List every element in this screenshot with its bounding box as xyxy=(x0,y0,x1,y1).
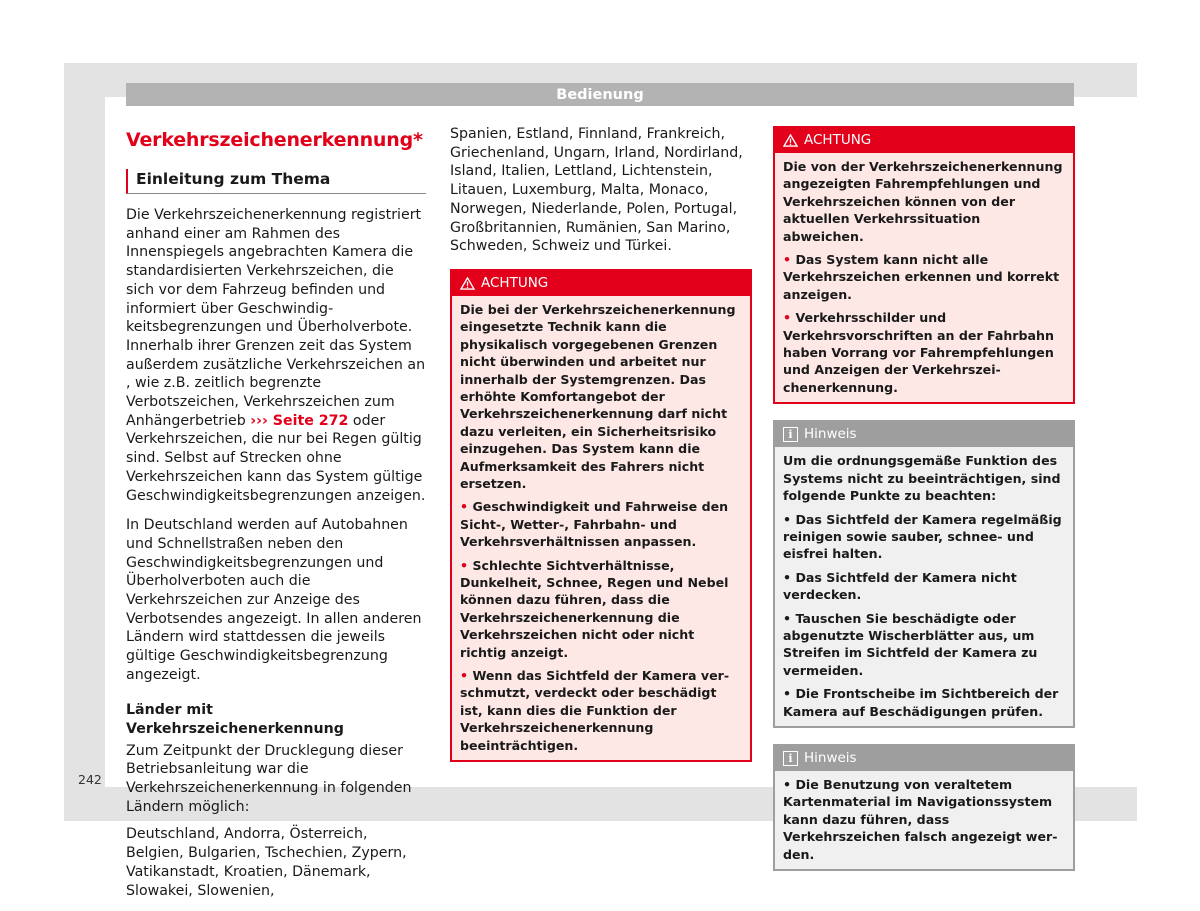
warning-bullet xyxy=(783,309,1063,396)
warning-body xyxy=(452,296,750,760)
warning-bullet xyxy=(460,667,740,754)
warning-bullet-text: Schlechte Sichtverhältnisse, Dunkelheit, Schnee, Regen und Nebel können dazu führen, dass die Verkehrszeichenerkennung die Verkehrszeichen nicht oder nicht richtig anzeigt. xyxy=(460,557,729,660)
countries-list-part2: Spanien, Estland, Finnland, Frankreich, Griechenland, Ungarn, Irland, Nordirland, Island, Italien, Lettland, Lichtenstein, Litauen, Luxemburg, Malta, Monaco, Norwegen, Niederlande, Polen, Portugal, Großbritannien, Rumänien, San Marino, Schweden, Schweiz und Türkei. xyxy=(450,126,743,255)
bullet-dot-icon: • xyxy=(460,668,469,684)
warning-box-header xyxy=(452,271,750,296)
availability-paragraph: Zum Zeitpunkt der Drucklegung dieser Betriebsanleitung war die Verkehrszeichenerkennung in folgenden Ländern möglich: xyxy=(126,742,412,815)
bullet-dot-icon: • xyxy=(783,310,792,326)
note-body xyxy=(775,447,1073,726)
warning-label: ACHTUNG xyxy=(481,274,549,291)
warning-label: ACHTUNG xyxy=(804,132,872,148)
note-body xyxy=(775,771,1073,869)
column-middle xyxy=(450,125,752,762)
section-title: Bedienung xyxy=(556,87,644,103)
warning-box xyxy=(773,126,1075,404)
note-label: Hinweis xyxy=(804,426,857,443)
note-bullet-text: Tauschen Sie beschädigte oder abgenutzte Wischerblätter aus, um Streifen im Sichtfeld der Kamera zu vermeiden. xyxy=(783,610,1038,678)
warning-triangle-icon xyxy=(783,134,798,147)
germany-paragraph: In Deutschland werden auf Autobahnen und Schnellstraßen neben den Geschwindigkeitsbegrenzungen und Überholverboten auch die Verkehrszeichen zur Anzeige des Verbotsendes angezeigt. In allen anderen Ländern wird stattdessen die jeweils gültige Geschwindigkeitsbegrenzung angezeigt. xyxy=(126,517,422,683)
warning-bullet xyxy=(460,498,740,550)
bullet-dot-icon: • xyxy=(783,252,792,268)
countries-list-part1: Deutschland, Andorra, Österreich, Belgien, Bulgarien, Tschechien, Zypern, Vatikanstadt, Kroatien, Dänemark, Slowakei, Slowenien, xyxy=(126,826,407,899)
warning-bullet-text: Geschwindigkeit und Fahrweise den Sicht-, Wetter-, Fahrbahn- und Verkehrsverhältnissen anpassen. xyxy=(460,499,729,550)
page-title: Verkehrszeichenerkennung* xyxy=(126,129,423,151)
page-number: 242 xyxy=(78,772,102,787)
warning-box-header xyxy=(775,128,1073,153)
section-header-bar xyxy=(126,83,1074,106)
bullet-dot-icon: • xyxy=(783,610,792,626)
note-bullet xyxy=(783,569,1063,604)
warning-body xyxy=(775,153,1073,402)
warning-intro: Die von der Verkehrszeichenerkennung angezeigten Fahrempfehlungen und Verkehrszeichen können von der aktuellen Verkehrssituation abweichen. xyxy=(783,159,1063,244)
note-intro: Um die ordnungsgemäße Funktion des Systems nicht zu beeinträchtigen, sind folgende Punkte zu beachten: xyxy=(783,453,1061,504)
note-box-header xyxy=(775,746,1073,771)
note-box xyxy=(773,744,1075,871)
warning-intro: Die bei der Verkehrszeichenerkennung eingesetzte Technik kann die physikalisch vorgegebenen Grenzen nicht überwinden und arbeitet nur innerhalb der Systemgrenzen. Das erhöhte Komfortangebot der Verkehrszeichenerkennung darf nicht dazu verleiten, ein Sicherheitsrisiko einzugehen. Das System kann die Aufmerksamkeit des Fahrers nicht ersetzen. xyxy=(460,301,736,491)
bullet-dot-icon: • xyxy=(460,499,469,515)
bullet-dot-icon: • xyxy=(783,511,792,527)
info-icon: i xyxy=(783,751,798,766)
warning-bullet-text: Wenn das Sichtfeld der Kamera verschmutzt, verdeckt oder beschädigt ist, kann dies die Funktion der Verkehrszeichenerkennung beeinträchtigen. xyxy=(460,668,730,753)
bullet-dot-icon: • xyxy=(460,557,469,573)
page-reference-link[interactable]: ››› Seite 272 xyxy=(250,412,349,429)
bullet-dot-icon: • xyxy=(783,776,792,792)
intro-text: Die Verkehrszeichenerkennung registriert anhand einer am Rahmen des Innenspiegels angebrachten Kamera die standardisierten Verkehrszeichen, die sich vor dem Fahrzeug befinden und informiert über Geschwindigkeitsbegrenzungen und Überholverbote. Innerhalb ihrer Grenzen zeit das System außerdem zusätzliche Verkehrszeichen an , wie z.B. zeitlich begrenzte Verbotszeichen, Verkehrszeichen zum Anhängerbetrieb xyxy=(126,207,426,429)
note-bullet-text: Die Benutzung von veraltetem Kartenmaterial im Navigationssystem kann dazu führen, dass Verkehrszeichen falsch angezeigt werden. xyxy=(783,776,1058,862)
countries-heading: Länder mit Verkehrszeichenerkennung xyxy=(126,701,344,737)
note-bullet xyxy=(783,685,1063,720)
note-bullet-text: Das Sichtfeld der Kamera regelmäßig reinigen sowie sauber, schnee- und eisfrei halten. xyxy=(783,511,1062,562)
column-left xyxy=(126,127,426,911)
intro-paragraph xyxy=(126,206,426,505)
note-bullet-text: Die Frontscheibe im Sichtbereich der Kamera auf Beschädigungen prüfen. xyxy=(783,686,1059,719)
note-bullet-text: Das Sichtfeld der Kamera nicht verdecken. xyxy=(783,569,1017,603)
section-subtitle: Einleitung zum Thema xyxy=(126,169,426,194)
note-bullet xyxy=(783,610,1063,680)
warning-bullet-text: Das System kann nicht alle Verkehrszeichen erkennen und korrekt anzeigen. xyxy=(783,252,1060,302)
warning-box xyxy=(450,269,752,762)
note-box-header xyxy=(775,422,1073,447)
bullet-dot-icon: • xyxy=(783,569,792,585)
warning-triangle-icon xyxy=(460,277,475,290)
note-label: Hinweis xyxy=(804,749,857,766)
intro-text-end: oder Verkehrszeichen, die nur bei Regen gültig sind. Selbst auf Strecken ohne Verkehrszeichen kann das System gültige Geschwindigkeitsbegrenzungen anzeigen. xyxy=(126,412,426,504)
note-bullet xyxy=(783,776,1063,863)
warning-bullet xyxy=(460,557,740,661)
warning-bullet xyxy=(783,251,1063,303)
bullet-dot-icon: • xyxy=(783,686,792,702)
note-bullet xyxy=(783,511,1063,563)
note-box xyxy=(773,420,1075,728)
column-right xyxy=(773,126,1075,871)
info-icon: i xyxy=(783,427,798,442)
warning-bullet-text: Verkehrsschilder und Verkehrsvorschriften an der Fahrbahn haben Vorrang vor Fahrempfehlungen und Anzeigen der Verkehrszeichenerkennung. xyxy=(783,310,1054,395)
